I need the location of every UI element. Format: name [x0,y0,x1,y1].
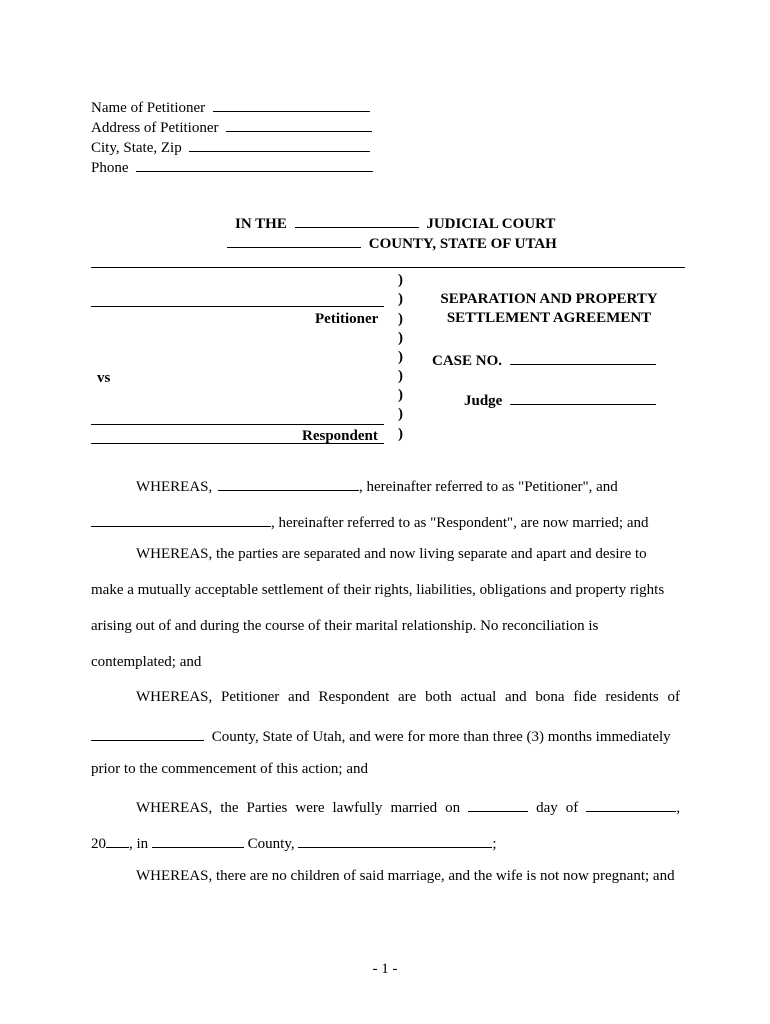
city-state-zip-label: City, State, Zip [91,140,182,156]
word: day [536,800,558,816]
residence-text: County, State of Utah, and were for more than three (3) months immediately [211,729,671,745]
word: and [288,689,310,705]
case-number-label: CASE NO. [432,353,503,369]
year-prefix: 20 [91,836,106,852]
respondent-reference-text: , hereinafter referred to as "Respondent", are now married; and [271,515,649,531]
word: Parties [246,800,288,816]
marriage-day-field[interactable] [468,796,528,812]
paragraph-text: WHEREAS, the parties are separated and now living separate and apart and desire to [136,546,647,562]
petitioner-name-label: Name of Petitioner [91,100,206,116]
petitioner-name-line [91,96,370,117]
whereas-label: WHEREAS, [136,479,213,495]
residents-line [136,689,680,706]
caption-paren: ) [398,311,403,327]
word: of [565,800,579,816]
court-heading-line2 [227,232,557,253]
marriage-date-line [136,796,680,817]
judge-line [464,389,656,410]
county-text: County, [247,836,295,852]
phone-line [91,156,373,177]
word: Petitioner [220,689,280,705]
case-number-line [432,349,656,370]
word: the [220,800,239,816]
word: actual [460,689,497,705]
judicial-court-label: JUDICIAL COURT [426,216,556,232]
petitioner-full-name-field[interactable] [218,475,359,491]
caption-paren: ) [398,406,403,422]
comma: , [676,800,680,816]
respondent-name-underline-1[interactable] [91,424,384,425]
phone-field[interactable] [136,156,373,172]
marriage-year-field[interactable] [106,832,129,848]
paragraph-text: arising out of and during the course of their marital relationship. No reconciliation is [91,618,599,634]
respondent-full-name-field[interactable] [91,511,271,527]
residence-county-field[interactable] [91,725,204,741]
paragraph-text: contemplated; and [91,654,202,670]
respondent-reference-line [91,511,649,532]
marriage-month-field[interactable] [586,796,676,812]
caption-top-rule [91,267,685,268]
paragraph-text: prior to the commencement of this action; and [91,761,369,777]
page-number: - 1 - [372,961,398,977]
caption-paren: ) [398,291,403,307]
county-field[interactable] [227,232,361,248]
judicial-court-field[interactable] [295,212,419,228]
agreement-title-line1: SEPARATION AND PROPERTY [440,291,658,307]
petitioner-address-field[interactable] [226,116,372,132]
phone-label: Phone [91,160,129,176]
paragraph-text: WHEREAS, there are no children of said marriage, and the wife is not now pregnant; and [136,868,675,884]
petitioner-name-underline[interactable] [91,306,384,307]
in-the-label: IN THE [235,216,287,232]
word: WHEREAS, [136,689,213,705]
residence-county-line [91,725,671,746]
city-state-zip-line [91,136,370,157]
word: fide [573,689,597,705]
word: residents [605,689,659,705]
agreement-title-line2: SETTLEMENT AGREEMENT [446,310,652,326]
paragraph-text: make a mutually acceptable settlement of their rights, liabilities, obligations and property rights [91,582,665,598]
caption-paren: ) [398,349,403,365]
city-state-zip-field[interactable] [189,136,370,152]
word: and [505,689,527,705]
petitioner-address-label: Address of Petitioner [91,120,219,136]
case-number-field[interactable] [510,349,656,365]
caption-paren: ) [398,426,403,442]
word: of [667,689,680,705]
word: married [390,800,438,816]
petitioner-reference-text: , hereinafter referred to as "Petitioner", and [359,479,618,495]
caption-paren: ) [398,330,403,346]
in-text: , in [129,836,149,852]
caption-paren: ) [398,387,403,403]
word: are [398,689,417,705]
word: were [295,800,325,816]
petitioner-address-line [91,116,372,137]
judge-field[interactable] [510,389,656,405]
petitioner-caption-label: Petitioner [315,311,379,327]
word: Respondent [318,689,390,705]
caption-paren: ) [398,368,403,384]
semicolon: ; [492,836,497,852]
marriage-county-field[interactable] [152,832,244,848]
judge-label: Judge [464,393,503,409]
respondent-caption-label: Respondent [302,428,378,444]
word: lawfully [332,800,383,816]
word: both [425,689,452,705]
county-state-label: COUNTY, STATE OF UTAH [368,236,557,252]
vs-label: vs [97,370,111,386]
word: on [445,800,461,816]
court-heading-line1 [235,212,555,233]
whereas-petitioner-line [136,475,618,496]
marriage-state-field[interactable] [298,832,492,848]
marriage-place-line [91,832,497,853]
word: WHEREAS, [136,800,213,816]
petitioner-name-field[interactable] [213,96,370,112]
caption-paren: ) [398,272,403,288]
word: bona [535,689,565,705]
